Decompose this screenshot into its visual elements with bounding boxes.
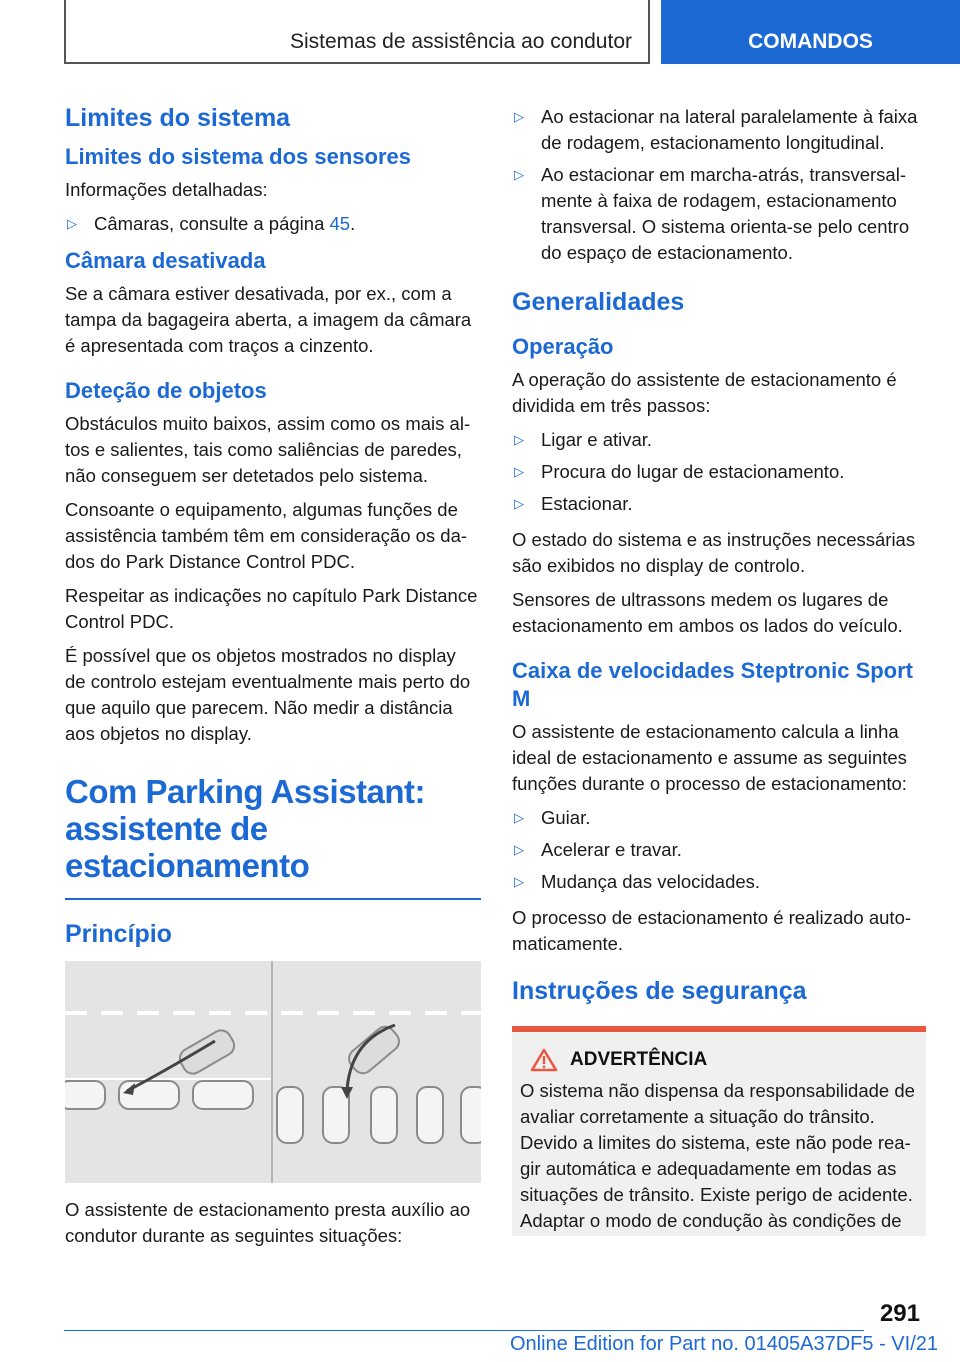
heading-operation: Operação <box>512 334 614 359</box>
list-item: ▷ Guiar. <box>512 805 926 831</box>
triangle-bullet-icon: ▷ <box>514 167 524 182</box>
page-number: 291 <box>879 1300 920 1327</box>
bullet-list-situations <box>512 104 926 266</box>
paragraph-possible: É possível que os objetos mostrados no display de controlo estejam eventualmente mais perto do que aquilo que parecem. Não medir a distância aos objetos no display. <box>65 645 471 744</box>
bullet-list-steps <box>512 427 926 517</box>
triangle-bullet-icon: ▷ <box>67 216 77 231</box>
warning-title: ADVERTÊNCIA <box>570 1049 708 1070</box>
paragraph-obstacles: Obstáculos muito baixos, assim como os mais altos e salientes, tais como saliências de paredes, não conseguem ser detetados pelo sistema. <box>65 413 471 486</box>
warning-box <box>512 1026 926 1236</box>
triangle-bullet-icon: ▷ <box>514 810 524 825</box>
list-item: ▷ Ao estacionar na lateral paralelamente à faixa de rodagem, estacionamento longitudinal. <box>514 106 918 153</box>
heading-general: Generalidades <box>512 288 685 316</box>
parking-illustration <box>65 961 481 1183</box>
warning-bar <box>512 1026 926 1032</box>
triangle-bullet-icon: ▷ <box>514 464 524 479</box>
heading-parking-assistant: Com Parking Assistant: assistente de estacionamento <box>65 773 426 884</box>
paragraph-sensors: Sensores de ultrassons medem os lugares de estacionamento em ambos os lados do veículo. <box>512 589 903 636</box>
paragraph-camera-off: Se a câmara estiver desativada, por ex., com a tampa da bagageira aberta, a imagem da câmara é apresentada com traços a cinzento. <box>65 283 472 356</box>
triangle-bullet-icon: ▷ <box>514 496 524 511</box>
list-item: ▷ Procura do lugar de estacionamento. <box>512 459 926 485</box>
triangle-bullet-icon: ▷ <box>514 109 524 124</box>
triangle-bullet-icon: ▷ <box>514 432 524 447</box>
list-item: ▷ Câmaras, consulte a página 45. <box>65 211 481 237</box>
triangle-bullet-icon: ▷ <box>514 842 524 857</box>
heading-system-limits: Limites do sistema <box>65 104 291 132</box>
heading-gearbox: Caixa de velocidades Steptronic Sport M <box>512 658 914 711</box>
heading-sensor-limits: Limites do sistema dos sensores <box>65 144 412 169</box>
warning-header <box>520 1026 920 1072</box>
paragraph-assistant-help: O assistente de estacionamento presta auxílio ao condutor durante as seguintes situações: <box>65 1199 471 1246</box>
header-divider <box>648 0 650 64</box>
paragraph-details: Informações detalhadas: <box>65 179 268 200</box>
list-item: ▷ Acelerar e travar. <box>512 837 926 863</box>
right-column <box>512 96 926 1236</box>
footer-edition: Online Edition for Part no. 01405A37DF5 - VI/21 <box>509 1333 938 1355</box>
header-bottom-rule <box>64 62 650 64</box>
heading-safety: Instruções de segurança <box>512 977 807 1005</box>
triangle-bullet-icon: ▷ <box>514 874 524 889</box>
list-item: ▷ Mudança das velocidades. <box>512 869 926 895</box>
header-section-title: Sistemas de assistência ao condutor <box>289 30 632 53</box>
list-item: ▷ Ligar e ativar. <box>512 427 926 453</box>
heading-object-detection: Deteção de objetos <box>65 378 267 403</box>
heading-camera-off: Câmara desativada <box>65 248 266 273</box>
warning-text: O sistema não dispensa da responsabilidade de avaliar corretamente a situação do trânsito. Devido a limites do sistema, este não pode reagir automática e adequadamente em todas as situações de trânsito. Existe perigo de acidente. Adaptar o modo de condução às condições de <box>520 1080 915 1231</box>
paragraph-gearbox: O assistente de estacionamento calcula a linha ideal de estacionamento e assume as seguintes funções durante o processo de estacionamento: <box>512 721 907 794</box>
paragraph-respect: Respeitar as indicações no capítulo Park Distance Control PDC. <box>65 585 478 632</box>
left-column <box>65 96 481 1257</box>
warning-triangle-icon <box>530 1048 558 1072</box>
page-link[interactable]: 45 <box>329 213 351 234</box>
footer-rule <box>64 1330 864 1331</box>
paragraph-operation: A operação do assistente de estacionamento é dividida em três passos: <box>512 369 897 416</box>
bullet-list-functions <box>512 805 926 895</box>
list-item: ▷ Ao estacionar em marcha-atrás, transversalmente à faixa de rodagem, estacionamento transversal. O sistema orienta-se pelo centro do espaço de estacionamento. <box>514 164 910 263</box>
paragraph-auto: O processo de estacionamento é realizado automaticamente. <box>512 907 912 954</box>
heading-principle: Princípio <box>65 920 172 948</box>
paragraph-equipment: Consoante o equipamento, algumas funções de assistência também têm em consideração os dados do Park Distance Control PDC. <box>65 499 468 572</box>
heading-rule <box>65 898 481 900</box>
parking-illustration-svg <box>65 961 481 1183</box>
bullet-list-details <box>65 211 481 237</box>
list-item: ▷ Estacionar. <box>512 491 926 517</box>
paragraph-status: O estado do sistema e as instruções necessárias são exibidos no display de controlo. <box>512 529 916 576</box>
header-chapter-tab[interactable]: COMANDOS <box>661 0 960 64</box>
